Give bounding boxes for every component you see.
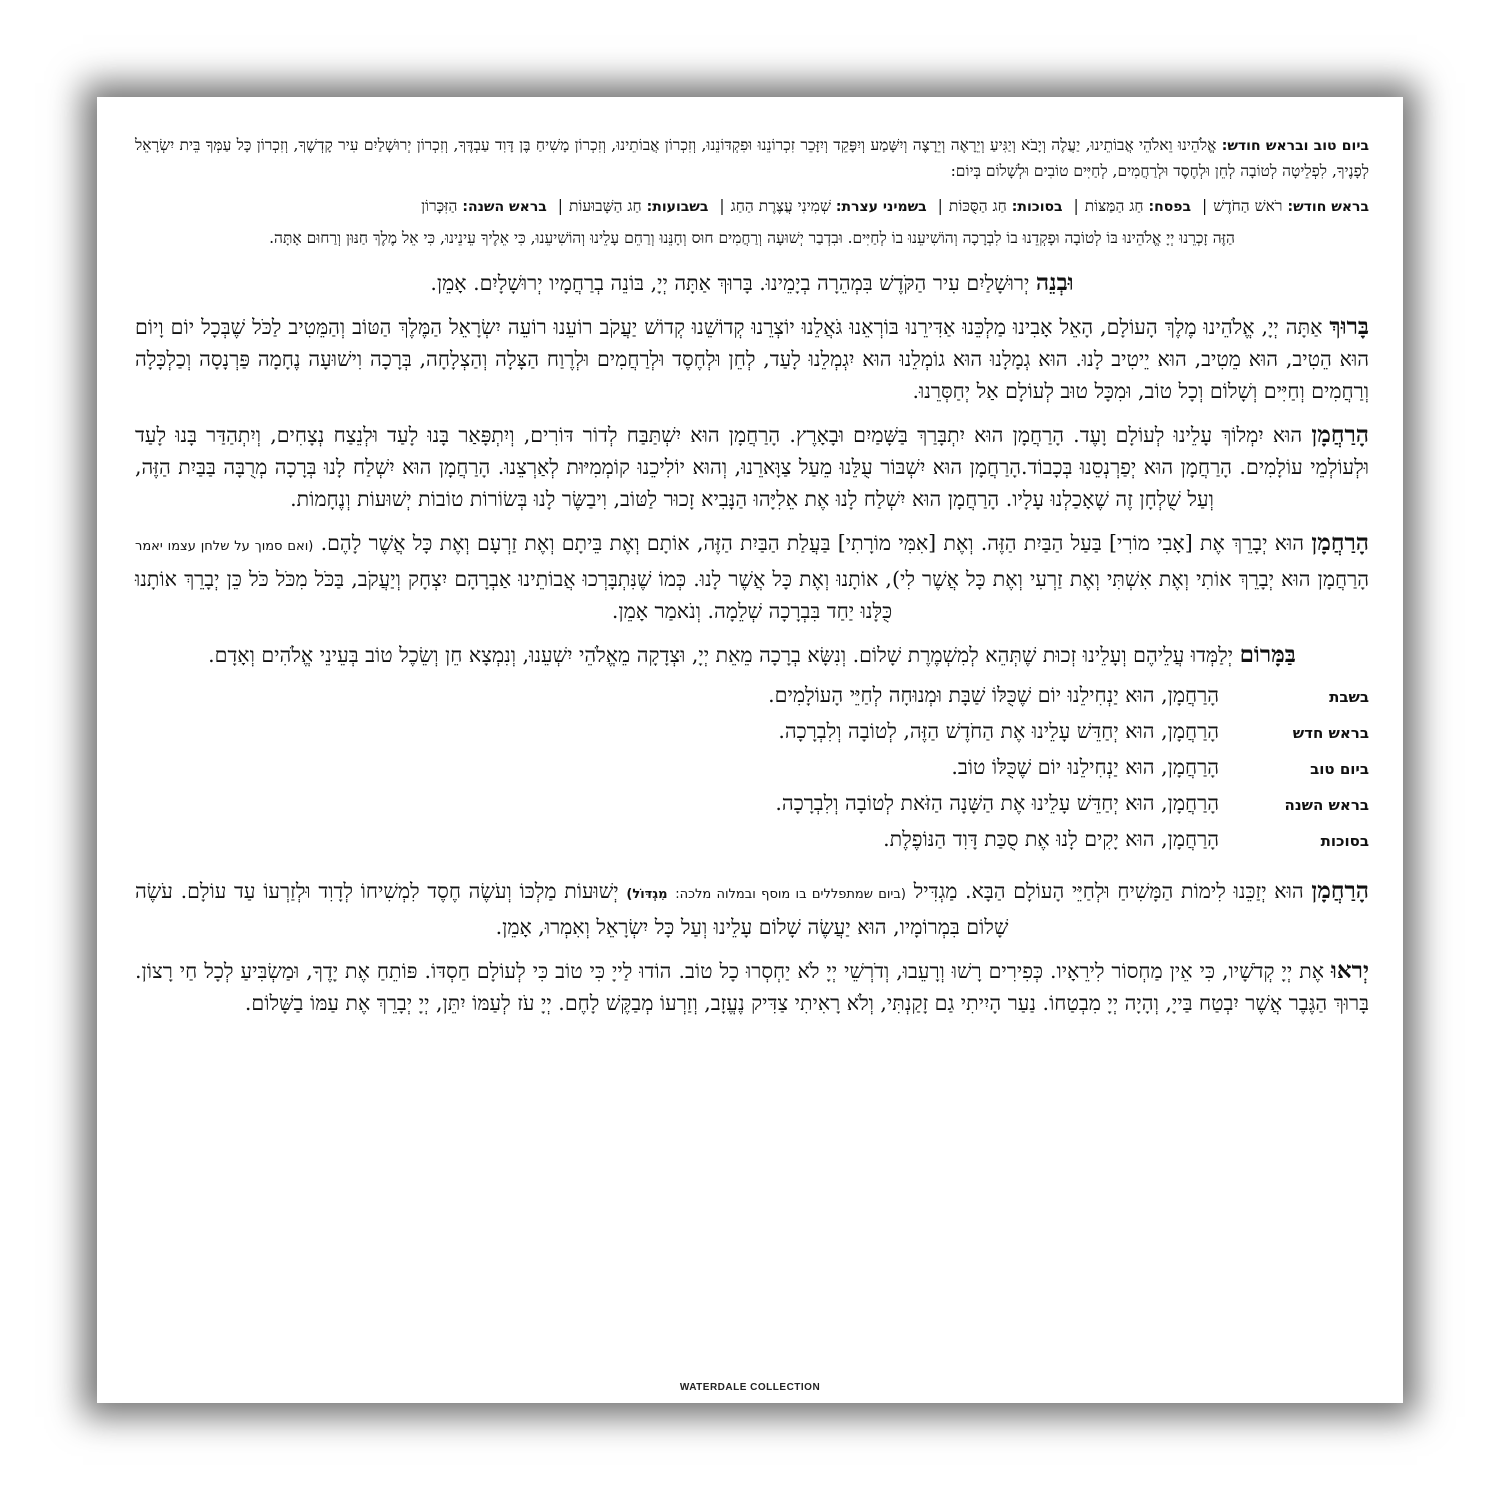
instruction-note: (ביום שמתפללים בו מוסף ובמלוה מלכה:: [675, 887, 906, 902]
holiday-label-rosh-hashana: בראש השנה:: [462, 199, 547, 215]
harachaman-paragraph-3: [135, 875, 1369, 943]
occasion-text: הָרַחֲמָן, הוּא יַנְחִילֵנוּ יוֹם שֶׁכֻּלּוֹ שַׁבָּת וּמְנוּחָה לְחַיֵּי הָעוֹלָמִים.: [768, 683, 1219, 707]
holiday-name-pesach: חַג הַמַּצּוֹת: [1084, 197, 1144, 215]
holiday-label-shmini-atzeret: בשמיני עצרת:: [835, 199, 927, 215]
prayer-text: [135, 133, 1369, 1019]
holiday-name-rosh-hashana: הַזִּכָּרוֹן: [421, 197, 458, 215]
holiday-label-shavuot: בשבועות:: [646, 199, 709, 215]
bamarom-opener: בַּמָּרוֹם: [1239, 641, 1296, 668]
separator: |: [1073, 197, 1079, 215]
occasion-row-shabbat: [135, 683, 1369, 719]
instruction-note-word: מִגְדּוֹל): [626, 887, 668, 902]
yaaleh-label: ביום טוב ובראש חודש:: [1221, 138, 1369, 154]
occasion-text: הָרַחֲמָן, הוּא יַנְחִילֵנוּ יוֹם שֶׁכֻּלּוֹ טוֹב.: [951, 755, 1219, 779]
holiday-label-rosh-chodesh: בראש חודש:: [1287, 199, 1369, 215]
yeru-paragraph: [135, 955, 1369, 1019]
harachaman-paragraph-2: [135, 527, 1369, 627]
holiday-name-shavuot: חַג הַשָּׁבוּעוֹת: [568, 197, 642, 215]
separator: |: [1201, 197, 1208, 215]
occasion-text: הָרַחֲמָן, הוּא יָקִים לָנוּ אֶת סֻכַּת דָּוִד הַנּוֹפֶלֶת.: [883, 827, 1219, 851]
collection-footer: WATERDALE COLLECTION: [679, 1382, 821, 1393]
occasion-label: בראש השנה: [1284, 796, 1369, 814]
occasion-row-rosh-chodesh: [135, 719, 1369, 755]
baruch-text: אַתָּה יְיָ, אֱלֹהֵינוּ מֶלֶךְ הָעוֹלָם, הָאֵל אָבִינוּ מַלְכֵּנוּ אַדִּירֵנוּ בּוֹרְאֵנוּ גֹּאֲלֵנוּ יוֹצְרֵנוּ קְדוֹשֵׁנוּ קְדוֹשׁ יַעֲקֹב רוֹעֵנוּ רוֹעֵה יִשְׂרָאֵל הַמֶּלֶךְ הַטּוֹב וְהַמֵּטִיב לַכֹּל שֶׁבְּכָל יוֹם וָיוֹם הוּא הֵטִיב, הוּא מֵטִיב, הוּא יֵיטִיב לָנוּ. הוּא גְמָלָנוּ הוּא גוֹמְלֵנוּ הוּא יִגְמְלֵנוּ לָעַד, לְחֵן וּלְחֶסֶד וּלְרַחֲמִים וּלְרֶוַח הַצָּלָה וְהַצְלָחָה, בְּרָכָה וִישׁוּעָה נֶחָמָה פַּרְנָסָה וְכַלְכָּלָה וְרַחֲמִים וְחַיִּים וְשָׁלוֹם וְכָל טוֹב, וּמִכָּל טוּב לְעוֹלָם אַל יְחַסְּרֵנוּ.: [135, 315, 1369, 403]
separator: |: [557, 197, 563, 215]
separator: |: [719, 197, 725, 215]
occasion-label: בסוכות: [1320, 832, 1369, 850]
holiday-label-pesach: בפסח:: [1148, 199, 1192, 215]
occasion-row-sukkot: [135, 827, 1369, 863]
yeru-text: אֶת יְיָ קְדֹשָׁיו, כִּי אֵין מַחְסוֹר לִירֵאָיו. כְּפִירִים רָשׁוּ וְרָעֵבוּ, וְדֹרְשֵׁי יְיָ לֹא יַחְסְרוּ כָל טוֹב. הוֹדוּ לַייָ כִּי טוֹב כִּי לְעוֹלָם חַסְדּוֹ. פּוֹתֵחַ אֶת יָדֶךָ, וּמַשְׂבִּיעַ לְכָל חַי רָצוֹן. בָּרוּךְ הַגֶּבֶר אֲשֶׁר יִבְטַח בַּייָ, וְהָיָה יְיָ מִבְטַחוֹ. נַעַר הָיִיתִי גַם זָקַנְתִּי, וְלֹא רָאִיתִי צַדִּיק נֶעֱזָב, וְזַרְעוֹ מְבַקֶּשׁ לָחֶם. יְיָ עֹז לְעַמּוֹ יִתֵּן, יְיָ יְבָרֵךְ אֶת עַמּוֹ בַשָּׁלוֹם.: [135, 959, 1369, 1015]
holiday-name-rosh-chodesh: רֹאשׁ הַחֹדֶשׁ: [1213, 197, 1283, 215]
holiday-label-sukkot: בסוכות:: [1011, 199, 1063, 215]
uvneh-paragraph: [135, 267, 1369, 299]
holiday-name-shmini-atzeret: שְׁמִינִי עֲצֶרֶת הַחַג: [730, 197, 831, 215]
harachaman-paragraph-1: [135, 419, 1369, 515]
baruch-paragraph: [135, 311, 1369, 407]
harachaman-opener-2: הָרַחֲמָן: [1311, 529, 1369, 556]
uvneh-opener: וּבְנֵה: [1035, 269, 1074, 296]
uvneh-text: יְרוּשָׁלַיִם עִיר הַקֹּדֶשׁ בִּמְהֵרָה בְיָמֵינוּ. בָּרוּךְ אַתָּה יְיָ, בּוֹנֵה בְרַחֲמָיו יְרוּשָׁלָיִם. אָמֵן.: [430, 271, 1030, 295]
print-sheet: [97, 97, 1403, 1403]
occasion-label: בשבת: [1329, 688, 1369, 706]
harachaman-opener-1: הָרַחֲמָן: [1311, 421, 1369, 448]
bamarom-paragraph: [135, 639, 1369, 671]
instruction-note: (ואם סמוך על שלחן עצמו יאמר: [135, 539, 314, 554]
occasion-row-rosh-hashana: [135, 791, 1369, 827]
holiday-names-line: [135, 194, 1369, 220]
yaaleh-veyavo-paragraph: [135, 133, 1369, 184]
harachaman-opener-3: הָרַחֲמָן: [1311, 877, 1369, 904]
occasion-label: ביום טוב: [1310, 760, 1369, 778]
harachaman-text-3b: יְשׁוּעוֹת מַלְכּוֹ וְעֹשֶׂה חֶסֶד לִמְשִׁיחוֹ לְדָוִד וּלְזַרְעוֹ עַד עוֹלָם. עֹשֶׂה שָׁלוֹם בִּמְרוֹמָיו, הוּא יַעֲשֶׂה שָׁלוֹם עָלֵינוּ וְעַל כָּל יִשְׂרָאֵל וְאִמְרוּ, אָמֵן.: [135, 879, 1009, 939]
yaaleh-text: אֱלֹהֵינוּ וֵאלֹהֵי אֲבוֹתֵינוּ, יַעֲלֶה וְיָבֹא וְיַגִּיעַ וְיֵרָאֶה וְיֵרָצֶה וְיִשָּׁמַע וְיִפָּקֵד וְיִזָּכֵר זִכְרוֹנֵנוּ וּפִקְדּוֹנֵנוּ, וְזִכְרוֹן אֲבוֹתֵינוּ, וְזִכְרוֹן מָשִׁיחַ בֶּן דָּוִד עַבְדֶּךָ, וְזִכְרוֹן יְרוּשָׁלַיִם עִיר קָדְשֶׁךָ, וְזִכְרוֹן כָּל עַמְּךָ בֵּית יִשְׂרָאֵל לְפָנֶיךָ, לִפְלֵיטָה לְטוֹבָה לְחֵן וּלְחֶסֶד וּלְרַחֲמִים, לְחַיִּים טוֹבִים וּלְשָׁלוֹם בְּיוֹם:: [135, 136, 1369, 180]
harachaman-text-1: הוּא יִמְלוֹךְ עָלֵינוּ לְעוֹלָם וָעֶד. הָרַחֲמָן הוּא יִתְבָּרַךְ בַּשָּׁמַיִם וּבָאָרֶץ. הָרַחֲמָן הוּא יִשְׁתַּבַּח לְדוֹר דּוֹרִים, וְיִתְפָּאַר בָּנוּ לָעַד וּלְנֵצַח נְצָחִים, וְיִתְהַדַּר בָּנוּ לָעַד וּלְעוֹלְמֵי עוֹלָמִים. הָרַחֲמָן הוּא יְפַרְנְסֵנוּ בְּכָבוֹד.הָרַחֲמָן הוּא יִשְׁבּוֹר עֻלֵּנוּ מֵעַל צַוָּארֵנוּ, וְהוּא יוֹלִיכֵנוּ קוֹמְמִיּוּת לְאַרְצֵנוּ. הָרַחֲמָן הוּא יִשְׁלַח לָנוּ בְּרָכָה מְרֻבָּה בַּבַּיִת הַזֶּה, וְעַל שֻׁלְחָן זֶה שֶׁאָכַלְנוּ עָלָיו. הָרַחֲמָן הוּא יִשְׁלַח לָנוּ אֶת אֵלִיָּהוּ הַנָּבִיא זָכוּר לַטּוֹב, וִיבַשֶּׂר לָנוּ בְּשׂוֹרוֹת טוֹבוֹת יְשׁוּעוֹת וְנֶחָמוֹת.: [135, 423, 1369, 511]
occasion-row-yom-tov: [135, 755, 1369, 791]
harachaman-text-3a: הוּא יְזַכֵּנוּ לִימוֹת הַמָּשִׁיחַ וּלְחַיֵּי הָעוֹלָם הַבָּא. מַגְדִּיל: [913, 879, 1304, 903]
baruch-opener: בָּרוּךְ: [1329, 313, 1369, 340]
bamarom-text: יְלַמְּדוּ עֲלֵיהֶם וְעָלֵינוּ זְכוּת שֶׁתְּהֵא לְמִשְׁמֶרֶת שָׁלוֹם. וְנִשָּׂא בְרָכָה מֵאֵת יְיָ, וּצְדָקָה מֵאֱלֹהֵי יִשְׁעֵנוּ, וְנִמְצָא חֵן וְשֵׂכֶל טוֹב בְּעֵינֵי אֱלֹהִים וְאָדָם.: [208, 643, 1234, 667]
occasion-label: בראש חדש: [1292, 724, 1369, 742]
separator: |: [937, 197, 943, 215]
holiday-name-sukkot: חַג הַסֻּכּוֹת: [948, 197, 1007, 215]
occasion-additions: [135, 683, 1369, 863]
occasion-text: הָרַחֲמָן, הוּא יְחַדֵּשׁ עָלֵינוּ אֶת הַשָּׁנָה הַזֹּאת לְטוֹבָה וְלִבְרָכָה.: [775, 791, 1219, 815]
occasion-text: הָרַחֲמָן, הוּא יְחַדֵּשׁ עָלֵינוּ אֶת הַחֹדֶשׁ הַזֶּה, לְטוֹבָה וְלִבְרָכָה.: [778, 719, 1219, 743]
yeru-opener: יְראוּ: [1331, 957, 1369, 984]
harachaman-text-2b: הָרַחֲמָן הוּא יְבָרֵךְ אוֹתִי וְאֶת אִשְׁתִּי וְאֶת זַרְעִי וְאֶת כָּל אֲשֶׁר לִי), אוֹתָנוּ וְאֶת כָּל אֲשֶׁר לָנוּ. כְּמוֹ שֶׁנִּתְבָּרְכוּ אֲבוֹתֵינוּ אַבְרָהָם יִצְחָק וְיַעֲקֹב, בַּכֹּל מִכֹּל כֹּל כֵּן יְבָרֵךְ אוֹתָנוּ כֻּלָּנוּ יַחַד בִּבְרָכָה שְׁלֵמָה. וְנֹאמַר אָמֵן.: [135, 567, 1369, 623]
zochreinu-paragraph: הַזֶּה זָכְרֵנוּ יְיָ אֱלֹהֵינוּ בּוֹ לְטוֹבָה וּפָקְדֵנוּ בוֹ לִבְרָכָה וְהוֹשִׁיעֵנוּ בוֹ לְחַיִּים. וּבִדְבַר יְשׁוּעָה וְרַחֲמִים חוּס וְחָנֵּנוּ וְרַחֵם עָלֵינוּ וְהוֹשִׁיעֵנוּ, כִּי אֵלֶיךָ עֵינֵינוּ, כִּי אֵל מֶלֶךְ חַנּוּן וְרַחוּם אָתָּה.: [269, 229, 1235, 247]
harachaman-text-2a: הוּא יְבָרֵךְ אֶת [אָבִי מוֹרִי] בַּעַל הַבַּיִת הַזֶּה. וְאֶת [אִמִּי מוֹרָתִי] בַּעֲלַת הַבַּיִת הַזֶּה, אוֹתָם וְאֶת בֵּיתָם וְאֶת זַרְעָם וְאֶת כָּל אֲשֶׁר לָהֶם.: [320, 531, 1305, 555]
